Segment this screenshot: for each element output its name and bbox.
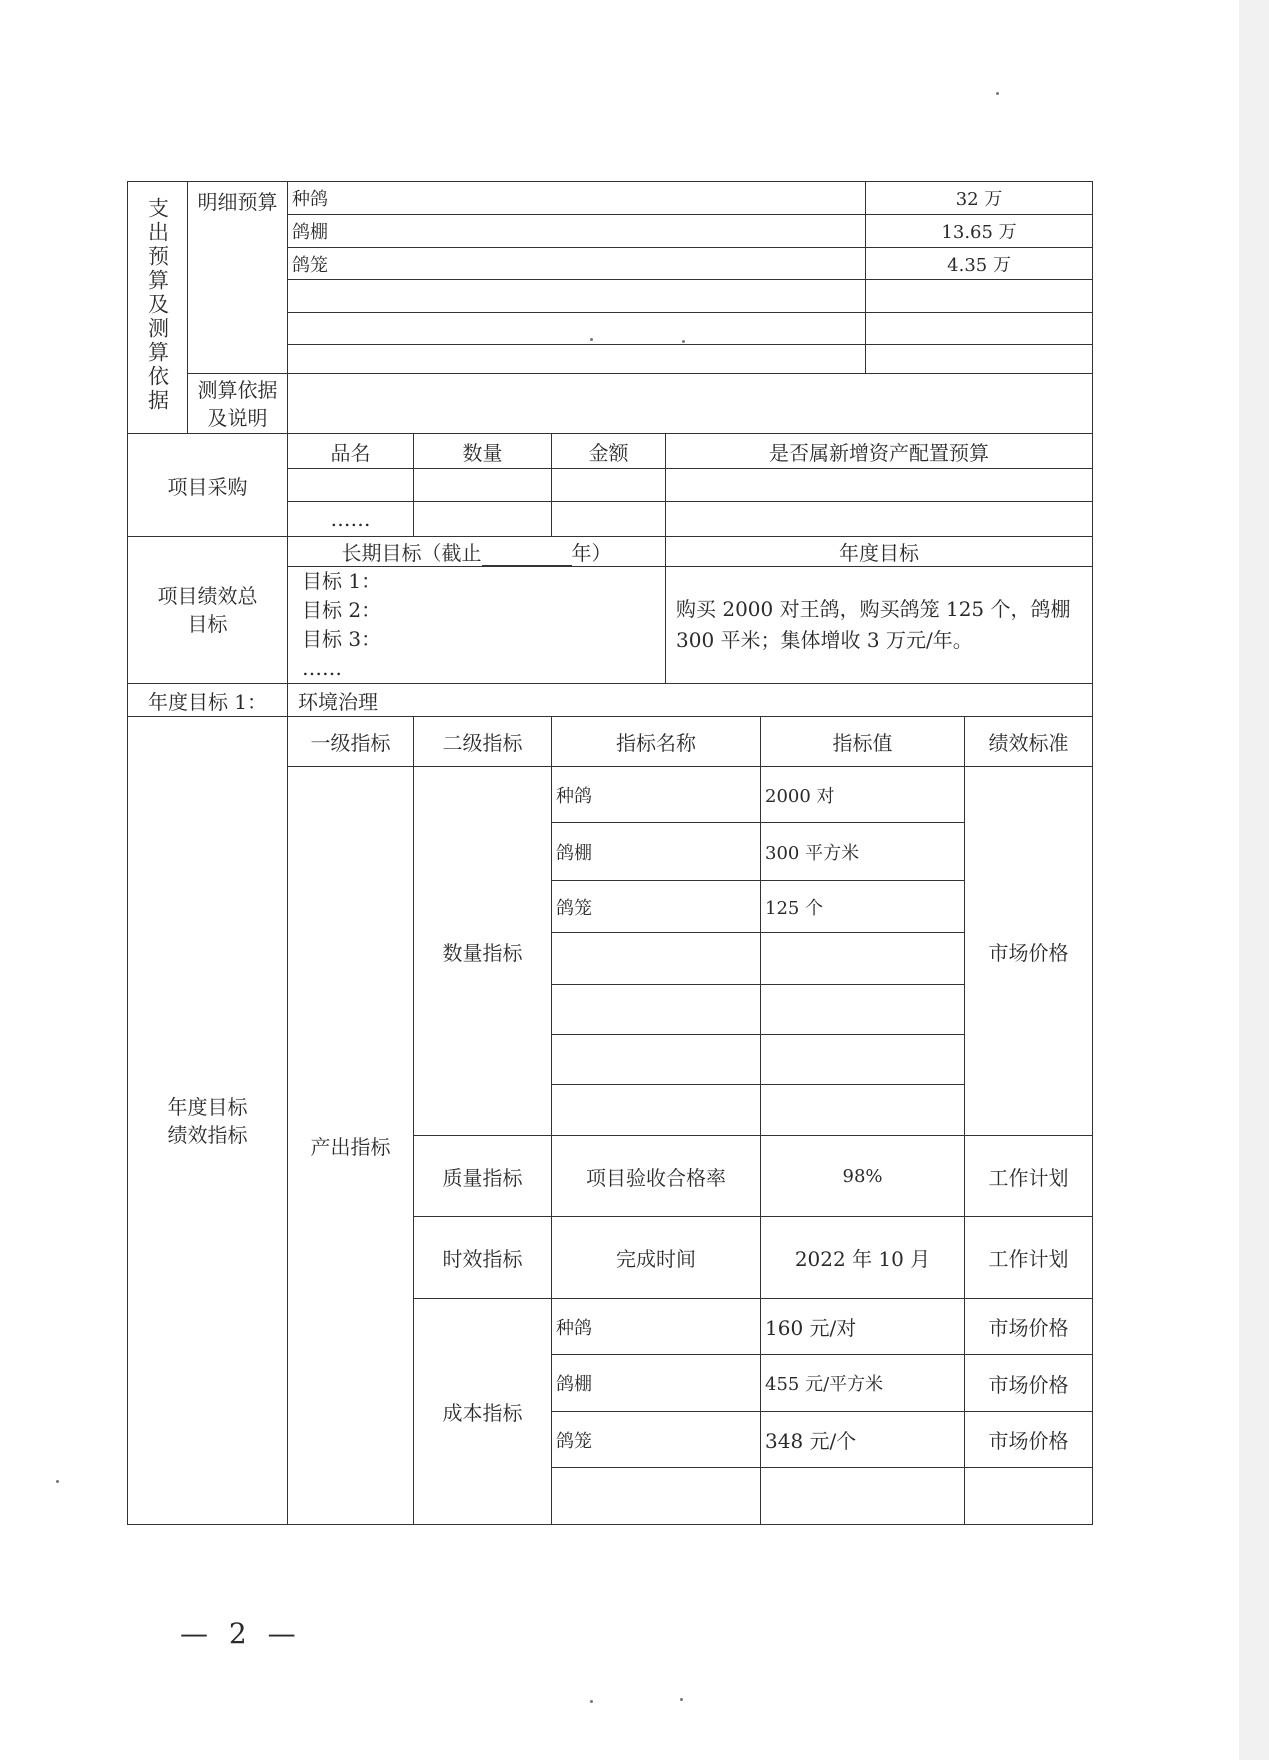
budget-empty-cell — [866, 313, 1093, 345]
procurement-cell — [552, 469, 666, 502]
budget-empty-cell — [288, 313, 866, 345]
quantity-empty-cell — [761, 1085, 965, 1136]
cost-row-value: 348 元/个 — [761, 1412, 965, 1468]
budget-section-label: 支出预算及测算依据 — [128, 182, 188, 434]
long-term-suffix: 年） — [571, 541, 612, 565]
procurement-cell — [414, 469, 552, 502]
scan-speck — [590, 1700, 593, 1703]
cost-empty-cell — [552, 1468, 761, 1525]
procurement-header-name: 品名 — [288, 434, 414, 469]
basis-value — [288, 374, 1093, 434]
indicator-header-name: 指标名称 — [552, 717, 761, 767]
budget-item-name: 鸽棚 — [288, 215, 866, 248]
procurement-cell — [288, 469, 414, 502]
page-edge — [1239, 0, 1269, 1760]
budget-item-amount: 13.65 万 — [866, 215, 1093, 248]
cost-row-value: 160 元/对 — [761, 1299, 965, 1355]
long-term-goal-item: 目标 2： — [302, 598, 382, 622]
cost-row-name: 种鸽 — [552, 1299, 761, 1355]
cost-row-standard: 市场价格 — [965, 1412, 1093, 1468]
basis-label: 测算依据及说明 — [188, 374, 288, 434]
cost-empty-cell — [761, 1468, 965, 1525]
cost-row-name: 鸽棚 — [552, 1355, 761, 1412]
indicator-header-level1: 一级指标 — [288, 717, 414, 767]
budget-item-amount: 4.35 万 — [866, 248, 1093, 280]
timeliness-indicator-standard: 工作计划 — [965, 1217, 1093, 1299]
quantity-empty-cell — [552, 933, 761, 985]
procurement-label: 项目采购 — [128, 434, 288, 537]
long-term-goal-list — [288, 567, 666, 684]
quantity-empty-cell — [761, 933, 965, 985]
quantity-row-value: 2000 对 — [761, 767, 965, 823]
budget-empty-cell — [866, 280, 1093, 313]
indicator-header-value: 指标值 — [761, 717, 965, 767]
quantity-row-value: 300 平方米 — [761, 823, 965, 881]
cost-row-name: 鸽笼 — [552, 1412, 761, 1468]
long-term-goal-item: 目标 3： — [302, 627, 382, 651]
long-term-goal-item: …… — [302, 656, 342, 680]
procurement-header-quantity: 数量 — [414, 434, 552, 469]
indicators-label: 年度目标绩效指标 — [128, 717, 288, 1525]
budget-item-amount: 32 万 — [866, 182, 1093, 215]
procurement-header-amount: 金额 — [552, 434, 666, 469]
long-term-goal-header — [288, 537, 666, 567]
budget-item-name: 鸽笼 — [288, 248, 866, 280]
budget-performance-table — [127, 181, 1093, 1525]
quantity-row-name: 鸽棚 — [552, 823, 761, 881]
level1-output-indicator: 产出指标 — [288, 767, 414, 1525]
quantity-empty-cell — [761, 985, 965, 1035]
timeliness-indicator-label: 时效指标 — [414, 1217, 552, 1299]
long-term-prefix: 长期目标（截止 — [341, 541, 482, 565]
quantity-standard: 市场价格 — [965, 767, 1093, 1136]
page-number: — 2 — — [180, 1617, 302, 1650]
cost-empty-cell — [965, 1468, 1093, 1525]
indicator-header-level2: 二级指标 — [414, 717, 552, 767]
quality-indicator-value: 98% — [761, 1136, 965, 1217]
procurement-cell — [666, 469, 1093, 502]
annual-goal-1-value: 环境治理 — [288, 684, 1093, 717]
scan-speck — [996, 92, 999, 95]
quantity-empty-cell — [761, 1035, 965, 1085]
quality-indicator-name: 项目验收合格率 — [552, 1136, 761, 1217]
long-term-deadline-blank — [482, 547, 572, 566]
goals-label: 项目绩效总目标 — [128, 537, 288, 684]
scan-speck — [56, 1480, 59, 1483]
budget-empty-cell — [288, 345, 866, 374]
timeliness-indicator-name: 完成时间 — [552, 1217, 761, 1299]
budget-empty-cell — [288, 280, 866, 313]
long-term-goal-item: 目标 1： — [302, 569, 382, 593]
quality-indicator-standard: 工作计划 — [965, 1136, 1093, 1217]
budget-empty-cell — [866, 345, 1093, 374]
cost-indicator-label: 成本指标 — [414, 1299, 552, 1525]
quantity-empty-cell — [552, 985, 761, 1035]
scan-speck — [680, 1698, 683, 1701]
indicator-header-standard: 绩效标准 — [965, 717, 1093, 767]
scan-speck — [682, 340, 685, 343]
annual-goal-header: 年度目标 — [666, 537, 1093, 567]
timeliness-indicator-value: 2022 年 10 月 — [761, 1217, 965, 1299]
quantity-empty-cell — [552, 1085, 761, 1136]
budget-item-name: 种鸽 — [288, 182, 866, 215]
detail-budget-label: 明细预算 — [188, 182, 288, 374]
annual-goal-1-label: 年度目标 1： — [128, 684, 288, 717]
scan-speck — [590, 338, 593, 341]
procurement-cell — [414, 502, 552, 537]
quantity-row-name: 鸽笼 — [552, 881, 761, 933]
quality-indicator-label: 质量指标 — [414, 1136, 552, 1217]
quantity-row-value: 125 个 — [761, 881, 965, 933]
procurement-ellipsis: …… — [288, 502, 414, 537]
cost-row-value: 455 元/平方米 — [761, 1355, 965, 1412]
procurement-cell — [666, 502, 1093, 537]
annual-goal-text: 购买 2000 对王鸽，购买鸽笼 125 个，鸽棚 300 平米；集体增收 3 万元/年。 — [666, 567, 1093, 684]
quantity-empty-cell — [552, 1035, 761, 1085]
quantity-row-name: 种鸽 — [552, 767, 761, 823]
quantity-indicator-label: 数量指标 — [414, 767, 552, 1136]
cost-row-standard: 市场价格 — [965, 1355, 1093, 1412]
procurement-cell — [552, 502, 666, 537]
procurement-header-new-asset: 是否属新增资产配置预算 — [666, 434, 1093, 469]
cost-row-standard: 市场价格 — [965, 1299, 1093, 1355]
